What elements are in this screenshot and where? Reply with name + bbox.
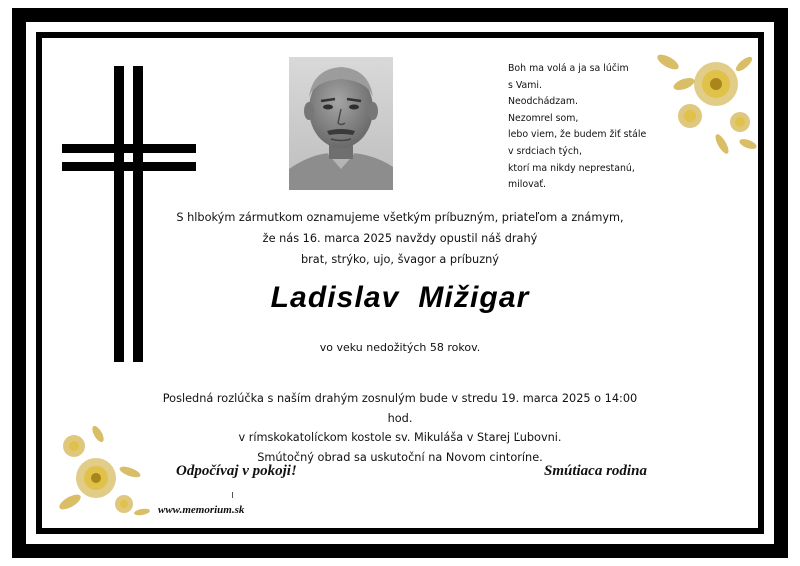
deceased-name: Ladislav Mižigar [270,281,530,314]
poem-line: Boh ma volá a ja sa lúčim [508,63,629,74]
announcement-line: S hlbokým zármutkom oznamujeme všetkým príbuzným, priateľom a známym, [176,211,624,224]
memorial-poem [508,61,668,194]
poem-line: lebo viem, že budem žiť stále [508,129,647,141]
poem-line: Nezomrel som, [508,112,579,124]
poem-line: Neodchádzam. [508,96,579,108]
poem-line: v srdciach tých, [508,145,582,157]
rest-in-peace-text: Odpočívaj v pokoji! [176,463,297,479]
funeral-line: Posledná rozlúčka s naším drahým zosnulým bude v stredu 19. marca 2025 o 14:00 hod. [162,392,638,425]
gold-flower-top-right-icon [648,44,758,164]
age-text: vo veku nedožitých 58 rokov. [319,341,481,354]
signature-text: Smútiaca rodina [544,463,647,479]
poem-line: ktorí ma nikdy neprestanú, [508,162,635,174]
funeral-line: Smútočný obrad sa uskutoční na Novom cintoríne. [257,450,543,464]
funeral-details [150,389,650,467]
announcement-text [150,207,650,270]
announcement-line: že nás 16. marca 2025 navždy opustil náš drahý [262,232,538,245]
website-link[interactable]: www.memorium.sk [158,504,245,516]
funeral-line: v rímskokatolíckom kostole sv. Mikuláša v Starej Ľubovni. [238,431,562,444]
poem-line: s Vami. [508,79,543,91]
gold-flower-bottom-left-icon [52,420,152,524]
poem-line: milovať. [508,179,547,191]
deceased-photo [289,57,393,190]
announcement-line: brat, strýko, ujo, švagor a príbuzný [300,253,499,266]
divider-mark [232,492,233,498]
